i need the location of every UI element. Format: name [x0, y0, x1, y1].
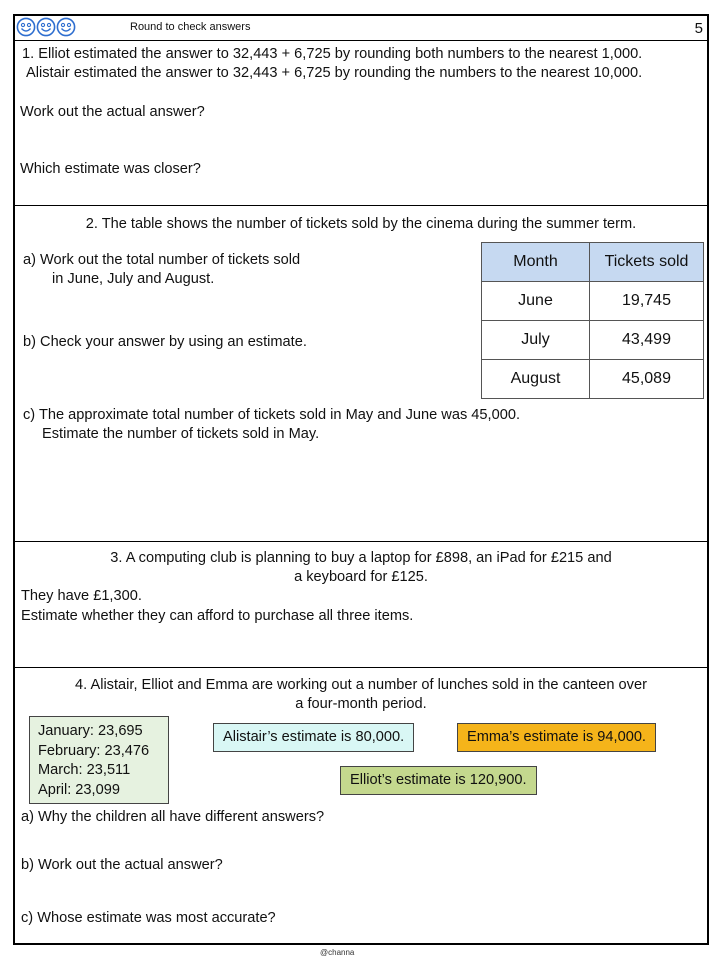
table-row — [482, 360, 704, 399]
q4-part-a: a) Why the children all have different answers? — [21, 809, 325, 825]
table-row — [482, 321, 704, 360]
q2-part-a-line-1: a) Work out the total number of tickets sold — [23, 252, 301, 268]
q3-line-3: They have £1,300. — [21, 588, 142, 604]
q4-part-b: b) Work out the actual answer? — [21, 857, 223, 873]
worksheet-title: Round to check answers — [130, 21, 251, 33]
table-cell-tickets: 45,089 — [590, 360, 704, 399]
table-header-month: Month — [482, 243, 590, 282]
page-number: 5 — [694, 20, 703, 37]
q2-part-a-line-2: in June, July and August. — [52, 271, 215, 287]
month-entry: April: 23,099 — [38, 781, 120, 798]
q3-line-4: Estimate whether they can afford to purchase all three items. — [21, 608, 414, 624]
smiley-icon — [16, 17, 36, 37]
q2-title: 2. The table shows the number of tickets sold by the cinema during the summer term. — [85, 216, 637, 232]
table-cell-month: June — [482, 282, 590, 321]
section-divider — [15, 667, 707, 668]
section-divider — [15, 205, 707, 206]
q4-line-1: 4. Alistair, Elliot and Emma are working out a number of lunches sold in the canteen over — [75, 677, 647, 693]
table-cell-tickets: 19,745 — [590, 282, 704, 321]
table-header-row — [482, 243, 704, 282]
section-divider — [15, 541, 707, 542]
smiley-icon — [36, 17, 56, 37]
monthly-lunches-box — [29, 716, 169, 804]
table-cell-tickets: 43,499 — [590, 321, 704, 360]
table-row — [482, 282, 704, 321]
alistair-estimate-box: Alistair’s estimate is 80,000. — [213, 723, 414, 752]
q3-line-1: 3. A computing club is planning to buy a laptop for £898, an iPad for £215 and — [110, 550, 612, 566]
elliot-estimate-box: Elliot’s estimate is 120,900. — [340, 766, 537, 795]
q3-line-2: a keyboard for £125. — [294, 569, 428, 585]
q1-line-1: 1. Elliot estimated the answer to 32,443 + 6,725 by rounding both numbers to the nearest 1,000. — [22, 46, 643, 62]
smiley-icon — [56, 17, 76, 37]
table-cell-month: August — [482, 360, 590, 399]
table-header-tickets: Tickets sold — [590, 243, 704, 282]
q4-line-2: a four-month period. — [295, 696, 427, 712]
table-cell-month: July — [482, 321, 590, 360]
q2-part-c-line-1: c) The approximate total number of tickets sold in May and June was 45,000. — [23, 407, 520, 423]
emma-estimate-box: Emma’s estimate is 94,000. — [457, 723, 656, 752]
q4-part-c: c) Whose estimate was most accurate? — [21, 910, 276, 926]
month-entry: January: 23,695 — [38, 723, 143, 739]
worksheet-header — [15, 16, 707, 41]
tickets-table — [481, 242, 704, 399]
q1-ask-actual: Work out the actual answer? — [20, 104, 205, 120]
footer-credit: @channa — [320, 948, 355, 957]
smiley-group — [16, 17, 76, 37]
worksheet-frame — [13, 14, 709, 945]
q2-part-c-line-2: Estimate the number of tickets sold in May. — [42, 426, 320, 442]
month-entry: February: 23,476 — [38, 742, 150, 759]
month-entry: March: 23,511 — [38, 762, 131, 778]
q1-line-2: Alistair estimated the answer to 32,443 + 6,725 by rounding the numbers to the nearest 10,000. — [26, 65, 643, 81]
q1-ask-closer: Which estimate was closer? — [20, 161, 201, 177]
q2-part-b: b) Check your answer by using an estimate. — [23, 334, 307, 350]
